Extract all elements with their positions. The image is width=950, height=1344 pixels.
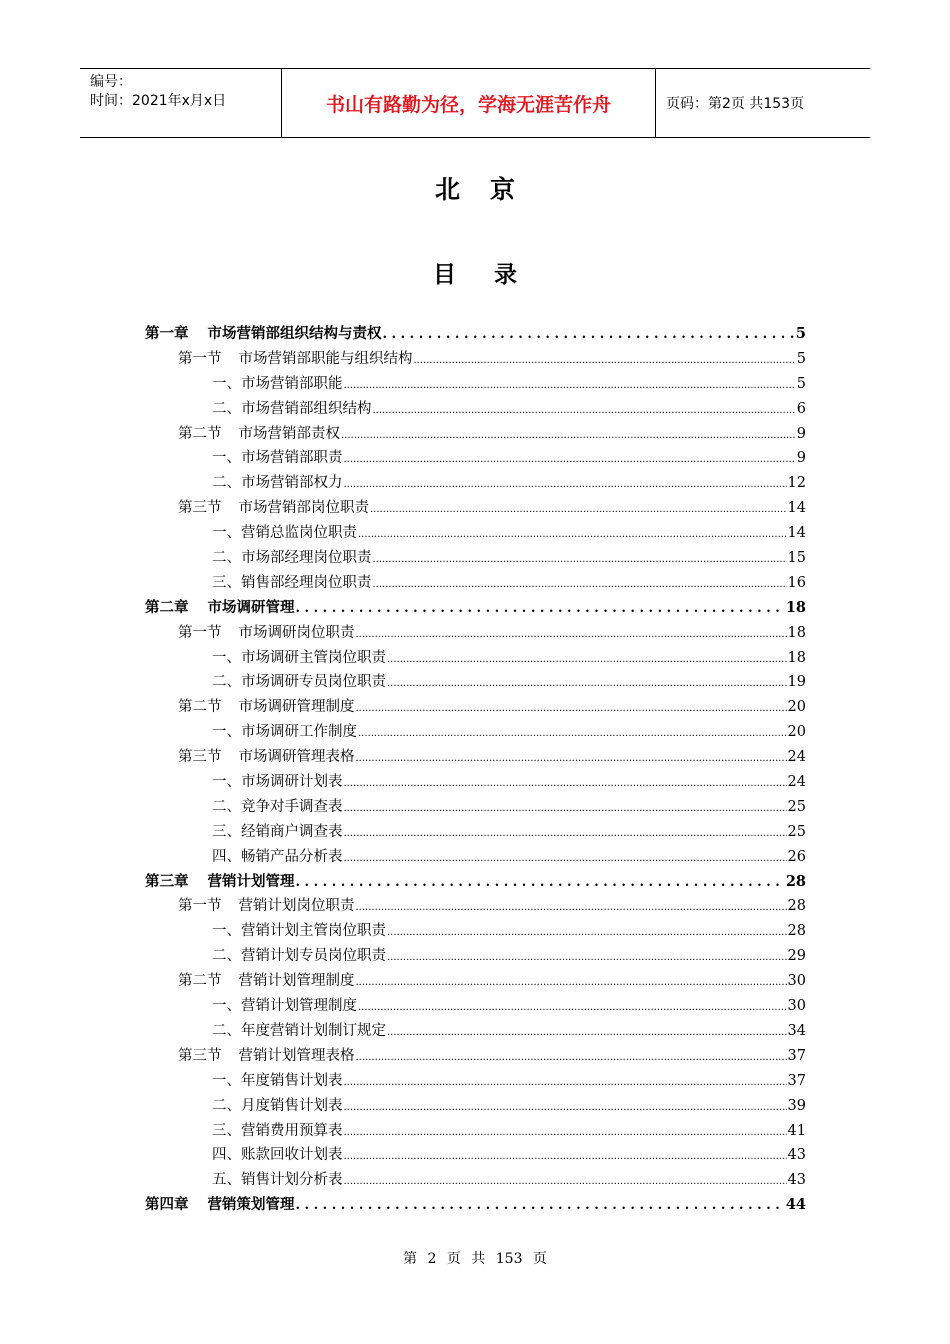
toc-entry-title: 二、市场营销部组织结构	[212, 400, 372, 417]
toc-leader-dots	[344, 1127, 787, 1138]
toc-title: 目录	[433, 262, 555, 288]
toc-entry-title: 四、畅销产品分析表	[212, 848, 343, 865]
toc-entry-page: 14	[787, 525, 806, 542]
toc-entry-title: 市场营销部责权	[238, 425, 340, 442]
toc-entry-number: 第三节	[178, 1047, 222, 1064]
toc-entry-title: 市场调研管理制度	[238, 699, 355, 716]
header-meta	[80, 69, 282, 137]
toc-entry-page: 18	[785, 598, 806, 616]
toc-entry-page: 25	[787, 798, 806, 815]
toc-leader-dots	[344, 479, 787, 490]
table-of-contents	[145, 322, 806, 1218]
toc-entry-number: 第四章	[145, 1196, 189, 1214]
toc-entry-page: 24	[787, 749, 806, 766]
toc-entry-title: 一、营销计划管理制度	[212, 998, 357, 1015]
toc-entry[interactable]	[145, 322, 806, 347]
toc-entry-title: 市场调研岗位职责	[238, 624, 355, 641]
toc-entry[interactable]	[145, 1019, 806, 1044]
toc-entry[interactable]	[145, 695, 806, 720]
toc-entry[interactable]	[145, 994, 806, 1019]
toc-entry[interactable]	[145, 496, 806, 521]
toc-entry-page: 41	[787, 1122, 806, 1139]
toc-entry-title: 营销策划管理	[207, 1196, 295, 1214]
toc-entry-page: 5	[795, 325, 806, 342]
toc-leader-dots	[344, 380, 796, 391]
toc-leader-dots	[356, 703, 787, 714]
toc-entry-title: 营销计划管理制度	[238, 973, 355, 990]
toc-entry-title: 二、竞争对手调查表	[212, 798, 343, 815]
toc-entry-title: 一、市场调研计划表	[212, 774, 343, 791]
toc-entry[interactable]	[145, 521, 806, 546]
toc-entry-number: 第二章	[145, 598, 189, 616]
toc-leader-dots	[373, 579, 787, 590]
toc-entry[interactable]	[145, 1094, 806, 1119]
toc-entry-page: 19	[787, 674, 806, 691]
toc-entry-number: 第一章	[145, 325, 189, 342]
toc-entry-title: 二、营销计划专员岗位职责	[212, 948, 386, 965]
toc-leader-dots	[356, 1052, 787, 1063]
toc-entry-title: 一、市场营销部职能	[212, 375, 343, 392]
header-time-label: 时间：2021年x月x日	[90, 93, 227, 109]
toc-entry-page: 5	[796, 375, 806, 392]
toc-entry-number: 第二节	[178, 699, 222, 716]
toc-entry-title: 一、年度销售计划表	[212, 1072, 343, 1089]
toc-leader-dots	[344, 1176, 787, 1187]
toc-entry[interactable]	[145, 1119, 806, 1144]
toc-entry-title: 市场调研管理	[207, 598, 295, 616]
toc-leader-dots	[387, 654, 787, 665]
toc-entry-title: 市场营销部职能与组织结构	[238, 350, 413, 367]
toc-entry[interactable]	[145, 969, 806, 994]
toc-leader-dots	[387, 678, 787, 689]
toc-entry[interactable]	[145, 1044, 806, 1069]
toc-entry-number: 第二节	[178, 425, 222, 442]
toc-entry-page: 9	[796, 450, 806, 467]
toc-leader-dots	[344, 1077, 787, 1088]
toc-entry-title: 四、账款回收计划表	[212, 1147, 343, 1164]
toc-entry-title: 三、营销费用预算表	[212, 1122, 343, 1139]
toc-entry[interactable]	[145, 795, 806, 820]
toc-entry-title: 二、市场调研专员岗位职责	[212, 674, 386, 691]
toc-entry-title: 三、销售部经理岗位职责	[212, 574, 372, 591]
toc-entry-title: 五、销售计划分析表	[212, 1172, 343, 1189]
page-footer: 第 2 页 共 153 页	[403, 1251, 547, 1267]
toc-entry-page: 30	[787, 998, 806, 1015]
toc-entry[interactable]	[145, 621, 806, 646]
toc-entry-title: 市场营销部组织结构与责权	[207, 325, 382, 342]
toc-entry[interactable]	[145, 670, 806, 695]
toc-entry[interactable]	[145, 845, 806, 870]
toc-entry[interactable]	[145, 446, 806, 471]
toc-entry-page: 6	[796, 400, 806, 417]
toc-entry-page: 44	[785, 1196, 806, 1214]
toc-leader-dots	[356, 629, 787, 640]
toc-leader-dots	[387, 927, 787, 938]
toc-entry-title: 一、市场调研主管岗位职责	[212, 649, 386, 666]
toc-entry-page: 20	[787, 724, 806, 741]
toc-entry-title: 一、营销计划主管岗位职责	[212, 923, 386, 940]
toc-entry-page: 43	[787, 1147, 806, 1164]
toc-entry[interactable]	[145, 1168, 806, 1193]
toc-entry-number: 第二节	[178, 973, 222, 990]
toc-entry-page: 18	[787, 649, 806, 666]
header-page-label: 页码：第2页 共153页	[666, 96, 805, 112]
toc-entry[interactable]	[145, 546, 806, 571]
toc-leader-dots	[344, 1102, 787, 1113]
toc-leader-dots	[383, 327, 795, 342]
toc-entry-page: 12	[787, 475, 806, 492]
toc-entry-page: 15	[787, 550, 806, 567]
toc-leader-dots	[414, 355, 796, 366]
toc-entry-page: 30	[787, 973, 806, 990]
toc-entry-title: 一、营销总监岗位职责	[212, 525, 357, 542]
toc-entry[interactable]	[145, 919, 806, 944]
toc-entry-number: 第三节	[178, 749, 222, 766]
toc-leader-dots	[356, 753, 787, 764]
toc-leader-dots	[296, 1198, 785, 1213]
toc-entry-page: 25	[787, 823, 806, 840]
toc-entry[interactable]	[145, 944, 806, 969]
toc-leader-dots	[344, 803, 787, 814]
header-number-label: 编号：	[90, 74, 132, 90]
toc-entry-number: 第三章	[145, 872, 189, 890]
toc-entry[interactable]	[145, 820, 806, 845]
toc-entry[interactable]	[145, 471, 806, 496]
toc-leader-dots	[358, 728, 787, 739]
toc-entry-page: 18	[787, 624, 806, 641]
toc-entry-page: 37	[787, 1047, 806, 1064]
document-city: 北京	[434, 175, 545, 204]
toc-entry[interactable]	[145, 397, 806, 422]
toc-entry-page: 14	[787, 500, 806, 517]
toc-entry-title: 市场营销部岗位职责	[238, 500, 369, 517]
toc-entry-number: 第一节	[178, 624, 222, 641]
toc-entry-page: 5	[796, 350, 806, 367]
toc-entry[interactable]	[145, 770, 806, 795]
toc-leader-dots	[373, 554, 787, 565]
toc-leader-dots	[387, 952, 787, 963]
toc-leader-dots	[356, 902, 787, 913]
toc-entry[interactable]	[145, 372, 806, 397]
toc-leader-dots	[356, 977, 787, 988]
toc-entry-title: 二、年度营销计划制订规定	[212, 1022, 386, 1039]
toc-entry-page: 28	[787, 898, 806, 915]
toc-entry-page: 28	[785, 872, 806, 890]
toc-leader-dots	[370, 504, 787, 515]
toc-leader-dots	[387, 1027, 787, 1038]
toc-entry[interactable]	[145, 720, 806, 745]
toc-leader-dots	[341, 430, 796, 441]
toc-entry-page: 28	[787, 923, 806, 940]
toc-leader-dots	[296, 875, 785, 890]
toc-entry-page: 34	[787, 1022, 806, 1039]
toc-entry-title: 市场调研管理表格	[238, 749, 355, 766]
toc-entry-number: 第一节	[178, 350, 222, 367]
toc-entry[interactable]	[145, 1069, 806, 1094]
toc-entry-title: 一、市场营销部职责	[212, 450, 343, 467]
toc-entry-title: 二、市场部经理岗位职责	[212, 550, 372, 567]
header-motto: 书山有路勤为径，学海无涯苦作舟	[282, 69, 656, 137]
page-header	[80, 68, 870, 138]
toc-entry-title: 一、市场调研工作制度	[212, 724, 357, 741]
toc-entry-title: 二、月度销售计划表	[212, 1097, 343, 1114]
toc-entry-title: 二、市场营销部权力	[212, 475, 343, 492]
toc-leader-dots	[344, 778, 787, 789]
toc-entry[interactable]	[145, 347, 806, 372]
toc-entry-page: 24	[787, 774, 806, 791]
toc-entry[interactable]	[145, 1193, 806, 1218]
toc-entry-number: 第三节	[178, 500, 222, 517]
toc-entry[interactable]	[145, 870, 806, 895]
toc-entry[interactable]	[145, 571, 806, 596]
toc-entry-page: 26	[787, 848, 806, 865]
toc-leader-dots	[373, 405, 796, 416]
toc-entry[interactable]	[145, 745, 806, 770]
toc-entry-title: 营销计划管理	[207, 872, 295, 890]
toc-leader-dots	[358, 529, 787, 540]
toc-leader-dots	[344, 1151, 787, 1162]
toc-entry[interactable]	[145, 596, 806, 621]
toc-entry-title: 营销计划岗位职责	[238, 898, 355, 915]
toc-leader-dots	[296, 601, 785, 616]
toc-entry-page: 37	[787, 1072, 806, 1089]
toc-leader-dots	[358, 1002, 787, 1013]
toc-entry[interactable]	[145, 422, 806, 447]
toc-leader-dots	[344, 828, 787, 839]
toc-leader-dots	[344, 454, 796, 465]
toc-entry-page: 29	[787, 948, 806, 965]
toc-entry-title: 营销计划管理表格	[238, 1047, 355, 1064]
toc-entry[interactable]	[145, 646, 806, 671]
toc-leader-dots	[344, 853, 787, 864]
toc-entry[interactable]	[145, 1143, 806, 1168]
toc-entry-page: 16	[787, 574, 806, 591]
toc-entry-page: 39	[787, 1097, 806, 1114]
toc-entry-page: 43	[787, 1172, 806, 1189]
toc-entry-page: 9	[796, 425, 806, 442]
toc-entry-page: 20	[787, 699, 806, 716]
toc-entry-title: 三、经销商户调查表	[212, 823, 343, 840]
toc-entry[interactable]	[145, 894, 806, 919]
toc-entry-number: 第一节	[178, 898, 222, 915]
